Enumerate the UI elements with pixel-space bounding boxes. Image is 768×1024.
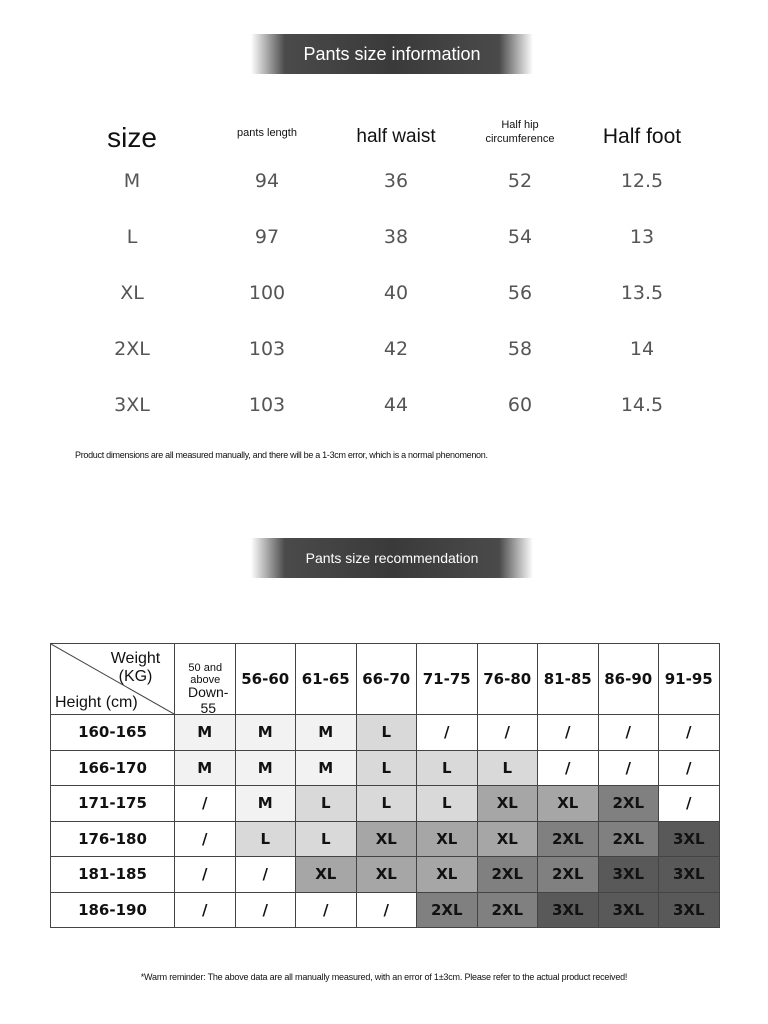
weight-header-cell: 61-65 <box>296 644 357 715</box>
size-recommendation-cell: L <box>235 821 296 857</box>
size-value: 13 <box>629 226 655 248</box>
weight-header-cell <box>175 644 236 715</box>
size-recommendation-cell: 3XL <box>659 892 720 928</box>
size-recommendation-cell: M <box>235 750 296 786</box>
weight-axis-label: Weight (KG) <box>110 650 161 685</box>
size-recommendation-cell: XL <box>356 857 417 893</box>
size-value: 44 <box>383 394 409 416</box>
size-info-title: Pants size information <box>303 43 481 64</box>
size-value: 38 <box>383 226 409 248</box>
size-recommendation-cell: / <box>598 750 659 786</box>
size-recommendation-cell: / <box>659 786 720 822</box>
size-value: 97 <box>254 226 280 248</box>
size-recommendation-cell: L <box>356 786 417 822</box>
size-recommendation-cell: / <box>417 715 478 751</box>
size-label: 2XL <box>114 338 150 360</box>
size-value: 56 <box>507 282 533 304</box>
size-recommendation-cell: XL <box>538 786 599 822</box>
size-value: 13.5 <box>620 282 664 304</box>
size-label: L <box>126 226 138 248</box>
weight-header-cell: 66-70 <box>356 644 417 715</box>
size-value: 42 <box>383 338 409 360</box>
size-recommendation-cell: L <box>417 750 478 786</box>
warm-reminder-note: *Warm reminder: The above data are all manually measured, with an error of 1±3cm. Please refer to the actual product received! <box>140 972 628 982</box>
size-recommendation-cell: XL <box>296 857 357 893</box>
size-recommendation-cell: / <box>356 892 417 928</box>
measurement-note: Product dimensions are all measured manually, and there will be a 1-3cm error, which is a normal phenomenon. <box>75 450 488 460</box>
size-info-header: Half foot <box>602 125 682 148</box>
size-recommendation-cell: L <box>477 750 538 786</box>
table-row <box>51 857 720 893</box>
size-recommendation-cell: 2XL <box>538 821 599 857</box>
table-row <box>51 715 720 751</box>
size-recommendation-cell: / <box>175 857 236 893</box>
size-recommendation-cell: / <box>538 750 599 786</box>
size-recommendation-table <box>50 643 720 928</box>
size-info-header: size <box>107 122 157 153</box>
size-value: 94 <box>254 170 280 192</box>
height-header-cell: 181-185 <box>51 857 175 893</box>
size-label: 3XL <box>114 394 150 416</box>
height-header-cell: 166-170 <box>51 750 175 786</box>
size-info-header: pants length <box>237 127 297 139</box>
size-recommendation-cell: L <box>417 786 478 822</box>
size-recommendation-cell: / <box>659 715 720 751</box>
size-recommendation-cell: 3XL <box>538 892 599 928</box>
size-value: 14 <box>629 338 655 360</box>
size-info-banner <box>251 34 533 74</box>
weight-header-cell: 91-95 <box>659 644 720 715</box>
height-header-cell: 186-190 <box>51 892 175 928</box>
size-recommendation-cell: / <box>175 786 236 822</box>
size-value: 100 <box>248 282 286 304</box>
size-recommendation-cell: L <box>296 786 357 822</box>
weight-header-cell: 76-80 <box>477 644 538 715</box>
table-row <box>51 786 720 822</box>
size-recommendation-cell: L <box>296 821 357 857</box>
size-recommendation-cell: M <box>235 786 296 822</box>
table-row <box>51 892 720 928</box>
size-recommendation-cell: / <box>477 715 538 751</box>
size-label: XL <box>120 282 144 304</box>
size-recommendation-cell: 3XL <box>659 821 720 857</box>
table-row <box>51 750 720 786</box>
size-recommendation-cell: M <box>296 750 357 786</box>
size-recommendation-cell: XL <box>417 821 478 857</box>
size-value: 58 <box>507 338 533 360</box>
size-recommendation-title: Pants size recommendation <box>305 550 479 566</box>
weight-header-cell: 56-60 <box>235 644 296 715</box>
size-recommendation-cell: M <box>175 750 236 786</box>
size-recommendation-cell: XL <box>356 821 417 857</box>
size-label: M <box>123 170 141 192</box>
weight-below-label: Down-55 <box>188 684 229 716</box>
size-recommendation-cell: / <box>175 892 236 928</box>
size-recommendation-cell: M <box>296 715 357 751</box>
size-recommendation-cell: 2XL <box>598 821 659 857</box>
size-recommendation-banner <box>251 538 533 578</box>
size-recommendation-cell: / <box>235 892 296 928</box>
size-value: 60 <box>507 394 533 416</box>
size-recommendation-cell: 3XL <box>659 857 720 893</box>
size-recommendation-cell: / <box>598 715 659 751</box>
size-recommendation-cell: / <box>538 715 599 751</box>
size-value: 36 <box>383 170 409 192</box>
height-header-cell: 160-165 <box>51 715 175 751</box>
size-recommendation-cell: / <box>175 821 236 857</box>
corner-cell <box>51 644 175 715</box>
weight-above-label: 50 and above <box>188 662 223 686</box>
size-recommendation-cell: / <box>235 857 296 893</box>
size-recommendation-cell: 3XL <box>598 892 659 928</box>
size-recommendation-cell: M <box>235 715 296 751</box>
size-value: 54 <box>507 226 533 248</box>
size-recommendation-cell: L <box>356 715 417 751</box>
size-recommendation-cell: / <box>296 892 357 928</box>
weight-header-row <box>51 644 720 715</box>
weight-header-cell: 81-85 <box>538 644 599 715</box>
size-value: 12.5 <box>620 170 664 192</box>
size-recommendation-cell: / <box>659 750 720 786</box>
size-value: 14.5 <box>620 394 664 416</box>
size-recommendation-cell: 3XL <box>598 857 659 893</box>
size-value: 52 <box>507 170 533 192</box>
size-info-header: Half hip circumference <box>485 119 555 146</box>
size-recommendation-cell: XL <box>477 786 538 822</box>
height-header-cell: 171-175 <box>51 786 175 822</box>
size-recommendation-cell: 2XL <box>538 857 599 893</box>
size-recommendation-cell: 2XL <box>477 857 538 893</box>
size-recommendation-cell: 2XL <box>417 892 478 928</box>
size-recommendation-cell: M <box>175 715 236 751</box>
size-recommendation-cell: 2XL <box>598 786 659 822</box>
size-recommendation-cell: L <box>356 750 417 786</box>
size-value: 103 <box>248 338 286 360</box>
size-recommendation-cell: XL <box>477 821 538 857</box>
size-recommendation-cell: XL <box>417 857 478 893</box>
size-info-table <box>70 110 710 430</box>
size-recommendation-cell: 2XL <box>477 892 538 928</box>
size-info-header: half waist <box>356 126 436 147</box>
height-header-cell: 176-180 <box>51 821 175 857</box>
size-value: 40 <box>383 282 409 304</box>
height-axis-label: Height (cm) <box>55 694 138 711</box>
weight-header-cell: 86-90 <box>598 644 659 715</box>
table-row <box>51 821 720 857</box>
size-value: 103 <box>248 394 286 416</box>
weight-header-cell: 71-75 <box>417 644 478 715</box>
